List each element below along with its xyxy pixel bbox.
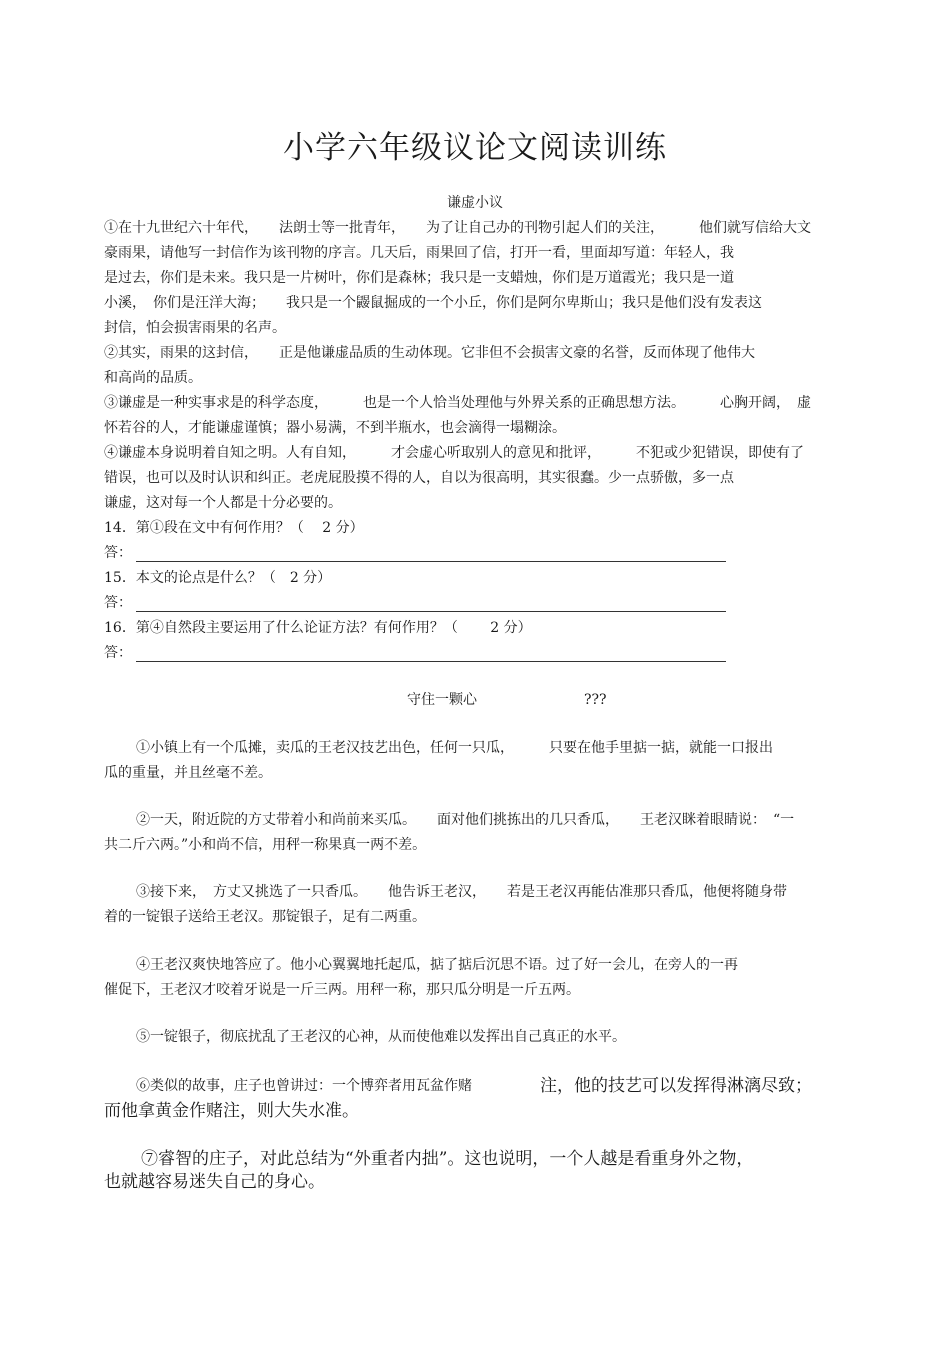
article1-heading: 谦虚小议: [447, 195, 503, 211]
article2-line: ③接下来， 方丈又挑选了一只香瓜。 他告诉王老汉， 若是王老汉再能估准那只香瓜，他便将随身带: [136, 884, 787, 900]
article1-line: 小溪， 你们是汪洋大海； 我只是一个鼹鼠掘成的一个小丘，你们是阿尔卑斯山；我只是他们没有发表这: [104, 295, 762, 311]
article1-line: ②其实，雨果的这封信， 正是他谦虚品质的生动体现。它非但不会损害文豪的名誉，反而体现了他伟大: [104, 345, 755, 361]
question-15: 15．本文的论点是什么？（ 2 分）: [104, 570, 332, 586]
article2-line: 着的一锭银子送给王老汉。那锭银子，足有二两重。: [104, 909, 426, 925]
article1-line: 和高尚的品质。: [104, 370, 202, 386]
article2-line: ①小镇上有一个瓜摊，卖瓜的王老汉技艺出色，任何一只瓜， 只要在他手里掂一掂，就能一口报出: [136, 740, 773, 756]
answer-line-15[interactable]: [136, 611, 726, 612]
article2-line: 也就越容易迷失自己的身心。: [104, 1172, 325, 1192]
article1-line: 是过去，你们是未来。我只是一片树叶，你们是森林；我只是一支蜡烛，你们是万道霞光；我只是一道: [104, 270, 734, 286]
article1-line: 怀若谷的人，才能谦虚谨慎；器小易满，不到半瓶水，也会滴得一塌糊涂。: [104, 420, 566, 436]
article2-line: 共二斤六两。”小和尚不信，用秤一称果真一两不差。: [104, 837, 427, 853]
answer-label: 答：: [104, 545, 132, 561]
answer-label: 答：: [104, 595, 132, 611]
article1-line: 豪雨果，请他写一封信作为该刊物的序言。几天后，雨果回了信，打开一看，里面却写道：年轻人，我: [104, 245, 734, 261]
article1-line: ①在十九世纪六十年代， 法朗士等一批青年， 为了让自己办的刊物引起人们的关注， 他们就写信给大文: [104, 220, 811, 236]
article1-line: ③谦虚是一种实事求是的科学态度， 也是一个人恰当处理他与外界关系的正确思想方法。 心胸开阔， 虚: [104, 395, 811, 411]
question-14: 14．第①段在文中有何作用？（ 2 分）: [104, 520, 364, 536]
answer-label: 答：: [104, 645, 132, 661]
article2-line: ②一天，附近院的方丈带着小和尚前来买瓜。 面对他们挑拣出的几只香瓜， 王老汉眯着眼睛说： “一: [136, 812, 795, 828]
article2-line: ⑤一锭银子，彻底扰乱了王老汉的心神，从而使他难以发挥出自己真正的水平。: [136, 1029, 626, 1045]
article2-line: 瓜的重量，并且丝毫不差。: [104, 765, 272, 781]
article1-line: ④谦虚本身说明着自知之明。人有自知， 才会虚心听取别人的意见和批评， 不犯或少犯错误，即使有了: [104, 445, 804, 461]
answer-line-14[interactable]: [136, 561, 726, 562]
article1-line: 错误，也可以及时认识和纠正。老虎屁股摸不得的人，自以为很高明，其实很蠢。少一点骄傲，多一点: [104, 470, 734, 486]
question-16: 16．第④自然段主要运用了什么论证方法？有何作用？（ 2 分）: [104, 620, 532, 636]
article2-heading: 守住一颗心: [407, 692, 477, 708]
article1-line: 封信，怕会损害雨果的名声。: [104, 320, 286, 336]
article2-line: ⑦睿智的庄子，对此总结为“外重者内拙”。这也说明，一个人越是看重身外之物，: [141, 1149, 754, 1169]
article2-line: ④王老汉爽快地答应了。他小心翼翼地托起瓜，掂了掂后沉思不语。过了好一会儿，在旁人的一再: [136, 957, 738, 973]
article1-line: 谦虚，这对每一个人都是十分必要的。: [104, 495, 342, 511]
article2-line: 催促下，王老汉才咬着牙说是一斤三两。用秤一称，那只瓜分明是一斤五两。: [104, 982, 580, 998]
article2-line: 注，他的技艺可以发挥得淋漓尽致；: [540, 1076, 812, 1096]
article2-author: ???: [584, 692, 607, 708]
article2-line: 而他拿黄金作赌注，则大失水准。: [104, 1101, 359, 1121]
page-title: 小学六年级议论文阅读训练: [283, 130, 667, 166]
article2-line: ⑥类似的故事，庄子也曾讲过：一个博弈者用瓦盆作赌: [136, 1078, 472, 1094]
answer-line-16[interactable]: [136, 661, 726, 662]
